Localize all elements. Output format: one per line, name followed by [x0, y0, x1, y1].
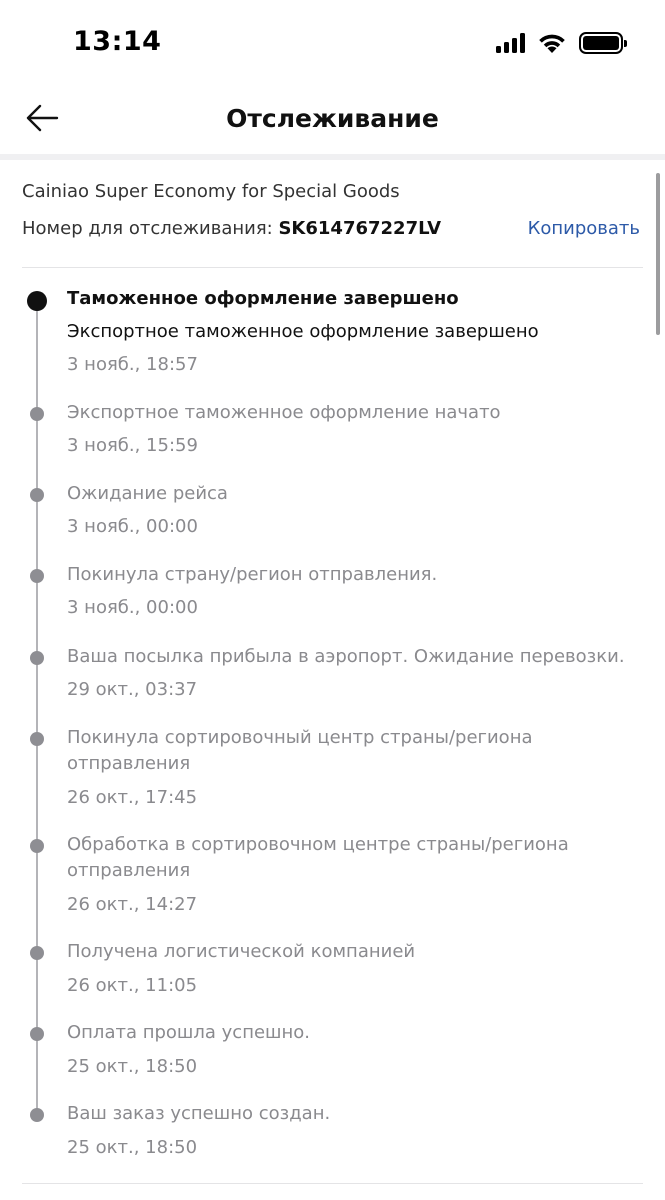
timeline-dot	[30, 407, 44, 421]
event-date: 25 окт., 18:50	[67, 1137, 198, 1158]
event-title: Покинула страну/регион отправления.	[67, 564, 438, 585]
timeline-dot	[30, 839, 44, 853]
event-title: Экспортное таможенное оформление начато	[67, 402, 501, 423]
timeline-dot	[30, 569, 44, 583]
event-date: 26 окт., 17:45	[67, 787, 198, 808]
timeline-dot	[30, 946, 44, 960]
status-bar	[0, 0, 665, 88]
event-title: Ваша посылка прибыла в аэропорт. Ожидание перевозки.	[67, 646, 625, 667]
cellular-signal-icon	[496, 33, 525, 53]
tracking-number: SK614767227LV	[278, 218, 442, 239]
scrollbar[interactable]	[656, 173, 660, 335]
timeline-dot-active	[27, 291, 47, 311]
event-date: 26 окт., 14:27	[67, 894, 198, 915]
timeline-dot	[30, 1027, 44, 1041]
event-title: Покинула сортировочный центр страны/региона отправления	[67, 727, 533, 774]
tracking-number-row	[22, 218, 441, 239]
header-divider	[0, 154, 665, 160]
status-time: 13:14	[73, 26, 162, 57]
event-title: Получена логистической компанией	[67, 941, 416, 962]
carrier-name: Cainiao Super Economy for Special Goods	[22, 181, 400, 202]
event-date: 3 нояб., 00:00	[67, 597, 198, 618]
event-title: Ваш заказ успешно создан.	[67, 1103, 331, 1124]
event-date: 25 окт., 18:50	[67, 1056, 198, 1077]
event-date: 3 нояб., 00:00	[67, 516, 198, 537]
timeline-dot	[30, 651, 44, 665]
event-title: Оплата прошла успешно.	[67, 1022, 311, 1043]
timeline-dot	[30, 732, 44, 746]
event-title: Обработка в сортировочном центре страны/региона отправления	[67, 834, 569, 881]
timeline-dot	[30, 1108, 44, 1122]
info-divider	[22, 267, 643, 268]
battery-icon	[579, 32, 623, 54]
page-title: Отслеживание	[226, 104, 439, 133]
event-date: 26 окт., 11:05	[67, 975, 198, 996]
nav-header	[0, 88, 665, 152]
event-title: Ожидание рейса	[67, 483, 228, 504]
timeline-dot	[30, 488, 44, 502]
wifi-icon	[537, 32, 567, 54]
event-title: Таможенное оформление завершено	[67, 288, 459, 309]
status-icons	[496, 32, 623, 54]
event-date: 3 нояб., 18:57	[67, 354, 198, 375]
copy-button[interactable]: Копировать	[527, 218, 640, 239]
event-subtitle: Экспортное таможенное оформление завершено	[67, 321, 539, 342]
event-date: 29 окт., 03:37	[67, 679, 198, 700]
bottom-divider	[22, 1183, 643, 1184]
tracking-label: Номер для отслеживания:	[22, 218, 279, 239]
event-date: 3 нояб., 15:59	[67, 435, 198, 456]
timeline-line	[36, 302, 38, 1118]
